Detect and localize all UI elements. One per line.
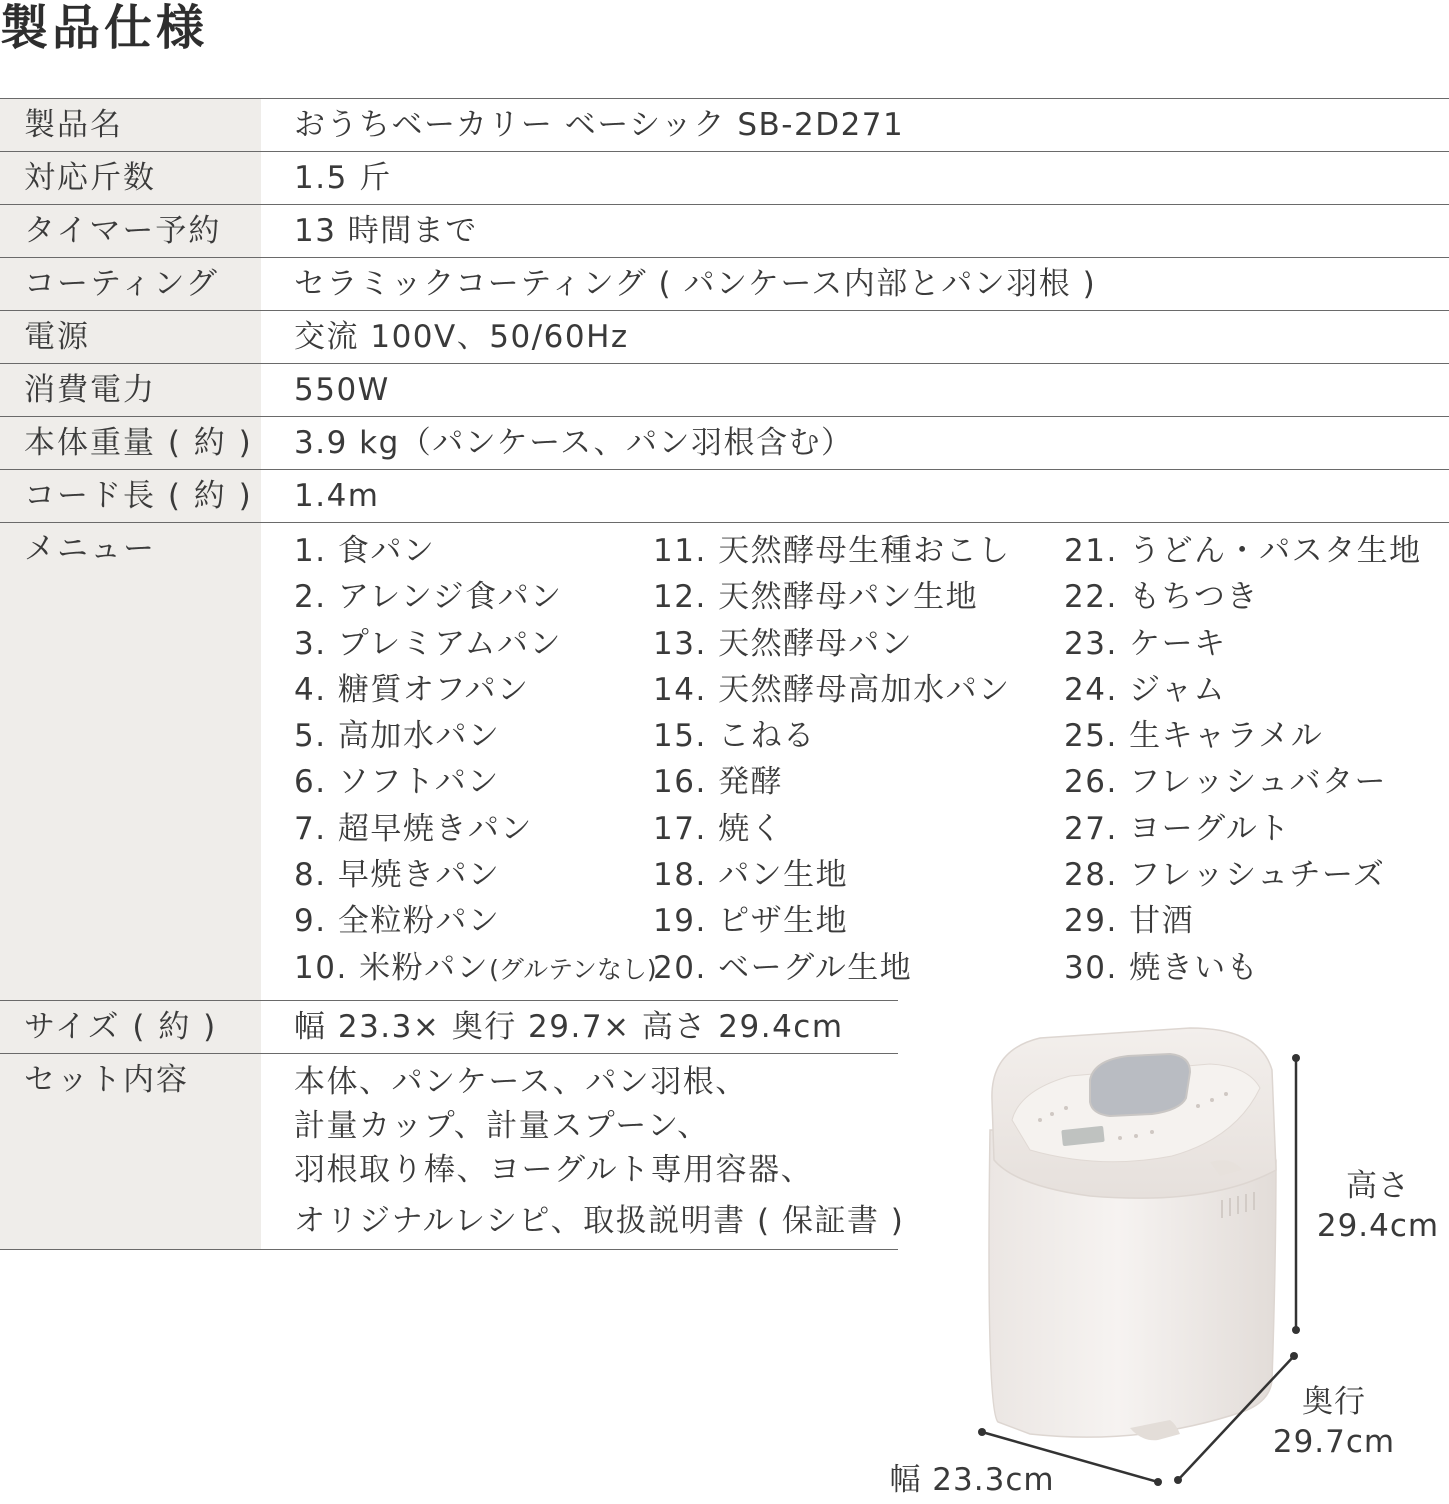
menu-item-10-note: (グルテンなし) xyxy=(489,954,657,984)
spec-row-cord-length xyxy=(0,469,1449,522)
menu-item: 12. 天然酵母パン生地 xyxy=(653,579,979,616)
spec-value: 幅 23.3× 奥行 29.7× 高さ 29.4cm xyxy=(294,1009,844,1045)
menu-item: 20. ベーグル生地 xyxy=(653,949,913,986)
spec-label: コーティング xyxy=(0,258,261,310)
menu-item: 9. 全粒粉パン xyxy=(294,903,501,940)
menu-item: 24. ジャム xyxy=(1064,671,1227,708)
set-contents-line: 計量カップ、計量スプーン、 xyxy=(294,1108,710,1144)
spec-label: セット内容 xyxy=(0,1054,261,1249)
spec-value: おうちベーカリー ベーシック SB-2D271 xyxy=(294,107,905,143)
width-dimension-label: 幅 23.3cm xyxy=(889,1462,1055,1498)
page-title: 製品仕様 xyxy=(0,0,209,56)
menu-item: 23. ケーキ xyxy=(1064,625,1227,662)
menu-item: 28. フレッシュチーズ xyxy=(1064,857,1386,894)
menu-column-2 xyxy=(653,531,1011,994)
set-contents-line: 本体、パンケース、パン羽根、 xyxy=(294,1064,748,1100)
menu-item: 8. 早焼きパン xyxy=(294,857,501,894)
menu-item-10 xyxy=(294,948,657,994)
set-contents-lines xyxy=(294,1060,904,1244)
lid-window xyxy=(1090,1054,1190,1116)
spec-row-power-consumption xyxy=(0,363,1449,416)
set-contents-line: 羽根取り棒、ヨーグルト専用容器、 xyxy=(294,1152,814,1188)
menu-item: 7. 超早焼きパン xyxy=(294,810,533,847)
spec-row-capacity xyxy=(0,151,1449,204)
menu-item: 16. 発酵 xyxy=(653,764,784,801)
product-dimension-illustration xyxy=(880,1010,1449,1500)
spec-label: サイズ ( 約 ) xyxy=(0,1001,261,1053)
spec-row-size xyxy=(0,1000,898,1053)
menu-item: 17. 焼く xyxy=(653,810,784,847)
menu-item: 22. もちつき xyxy=(1064,579,1259,616)
spec-row-product-name xyxy=(0,98,1449,151)
spec-label: 本体重量 ( 約 ) xyxy=(0,417,261,469)
depth-value: 29.7cm xyxy=(1272,1424,1396,1460)
depth-label: 奥行 xyxy=(1302,1384,1366,1420)
spec-label: コード長 ( 約 ) xyxy=(0,470,261,522)
spec-row-set-contents xyxy=(0,1053,905,1250)
spec-value: セラミックコーティング ( パンケース内部とパン羽根 ) xyxy=(294,266,1097,302)
spec-value: 550W xyxy=(294,372,390,408)
menu-item: 5. 高加水パン xyxy=(294,718,501,755)
spec-row-weight xyxy=(0,416,1449,469)
menu-item: 13. 天然酵母パン xyxy=(653,625,914,662)
spec-value: 1.4m xyxy=(294,478,380,514)
menu-item: 15. こねる xyxy=(653,718,816,755)
spec-row-coating xyxy=(0,257,1449,310)
menu-item: 6. ソフトパン xyxy=(294,764,500,801)
set-contents-line: オリジナルレシピ、取扱説明書 ( 保証書 ) xyxy=(294,1203,905,1239)
menu-item: 26. フレッシュバター xyxy=(1064,764,1387,801)
height-label: 高さ xyxy=(1346,1168,1410,1204)
menu-item: 21. うどん・パスタ生地 xyxy=(1064,533,1422,569)
spec-value: 13 時間まで xyxy=(294,213,478,249)
menu-item: 27. ヨーグルト xyxy=(1064,810,1291,847)
menu-item: 2. アレンジ食パン xyxy=(294,579,563,616)
spec-value: 3.9 kg（パンケース、パン羽根含む） xyxy=(294,425,854,461)
spec-row-menu xyxy=(0,522,1449,1000)
menu-item: 29. 甘酒 xyxy=(1064,903,1195,940)
depth-dimension-label xyxy=(1266,1382,1402,1462)
spec-label: 対応斤数 xyxy=(0,152,261,204)
menu-item: 11. 天然酵母生種おこし xyxy=(653,533,1011,569)
height-dimension-label xyxy=(1310,1166,1446,1246)
menu-item: 30. 焼きいも xyxy=(1064,949,1260,986)
menu-item: 3. プレミアムパン xyxy=(294,625,563,662)
menu-column-3 xyxy=(1064,531,1422,994)
menu-item: 19. ピザ生地 xyxy=(653,903,849,940)
menu-item: 18. パン生地 xyxy=(653,857,849,894)
spec-label: 電源 xyxy=(0,311,261,363)
spec-row-power-source xyxy=(0,310,1449,363)
spec-value: 交流 100V、50/60Hz xyxy=(294,319,629,355)
menu-item: 4. 糖質オフパン xyxy=(294,671,530,708)
spec-label: 消費電力 xyxy=(0,364,261,416)
menu-item: 1. 食パン xyxy=(294,533,436,569)
height-value: 29.4cm xyxy=(1316,1208,1440,1244)
spec-value: 1.5 斤 xyxy=(294,160,392,196)
menu-item: 25. 生キャラメル xyxy=(1064,718,1324,755)
menu-item: 14. 天然酵母高加水パン xyxy=(653,671,1011,708)
menu-item-10-main: 10. 米粉パン xyxy=(294,949,490,986)
spec-label: メニュー xyxy=(0,523,261,1000)
spec-label: タイマー予約 xyxy=(0,205,261,257)
menu-column-1 xyxy=(294,531,657,994)
spec-row-timer xyxy=(0,204,1449,257)
spec-label: 製品名 xyxy=(0,99,261,151)
